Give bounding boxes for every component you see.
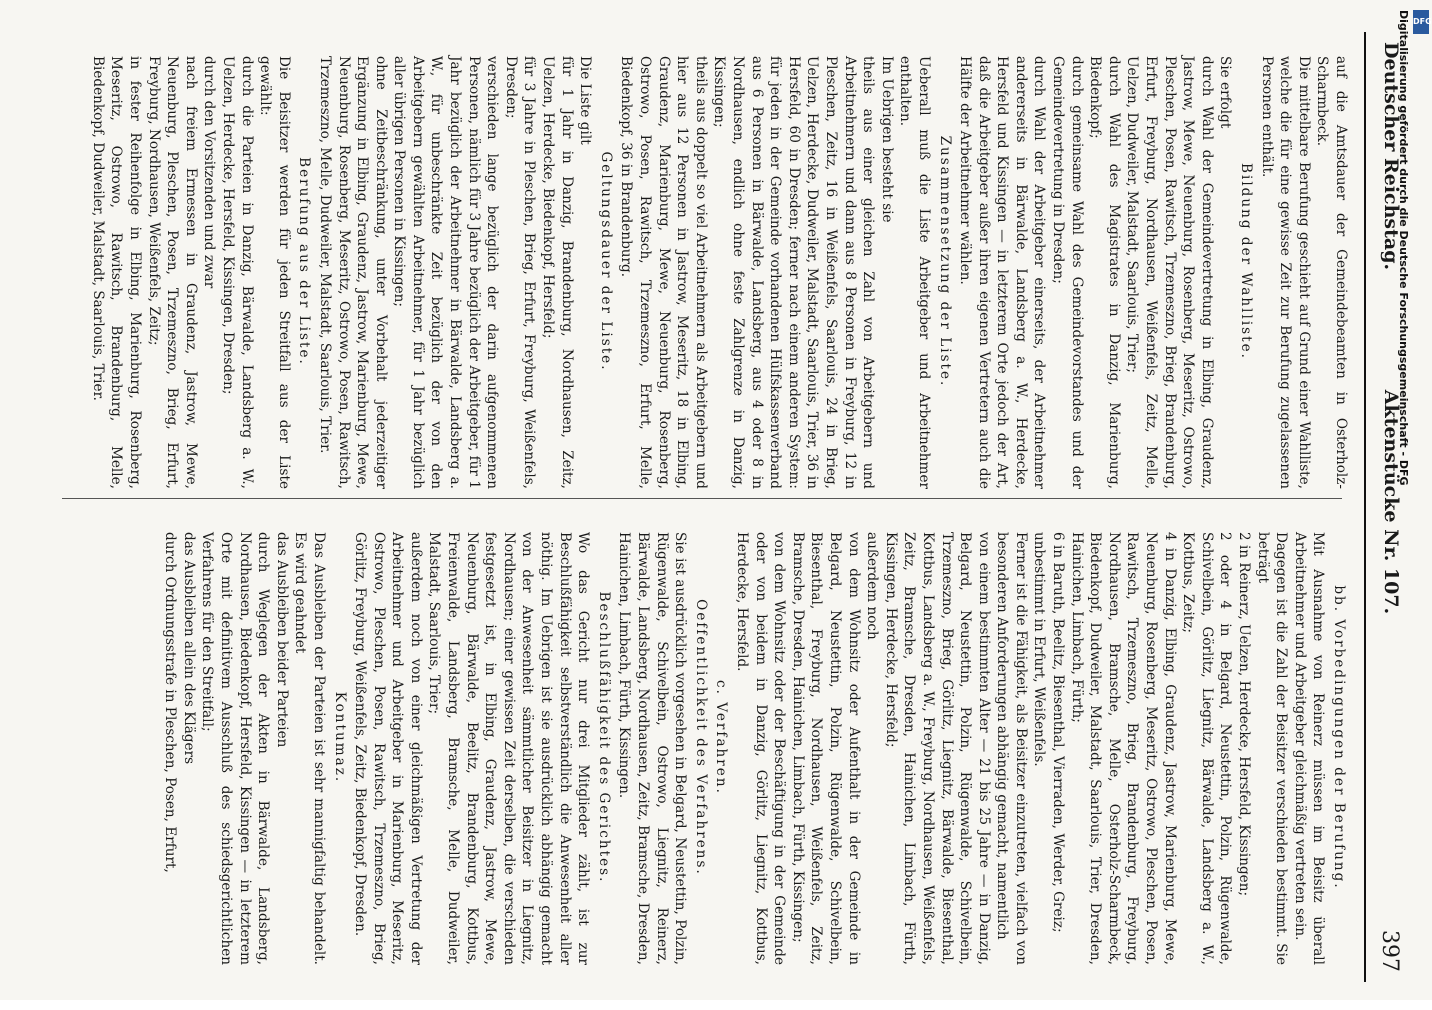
paragraph: Ueberall muß die Liste Arbeitgeber und Arbeitnehmer enthalten. bbox=[897, 56, 932, 489]
dfg-logo: DFG bbox=[1413, 10, 1429, 34]
paragraph: von dem Wohnsitz oder der Beschäftigung in der Gemeinde oder von beidem in Danzig, Görlitz, Liegnitz, Kottbus, Herdecke, Hersfeld. bbox=[734, 532, 788, 965]
section-heading: Bildung der Wahlliste. bbox=[1238, 163, 1255, 360]
paragraph: durch Wahl des Magistrates in Danzig, Marienburg, Biedenkopf; bbox=[1087, 56, 1122, 489]
section-heading: Kontumaz. bbox=[331, 691, 348, 784]
paragraph: von dem Wohnsitz oder Aufenthalt in der Gemeinde in Belgard, Neustettin, Polzin, Rügenwalde, Schivelbein, Biesenthal, Freyburg, Nordhausen, Weißenfels, Zeitz, Bramsche, Dresden, Hainichen, Limbach, Fürth, Kissingen; bbox=[789, 532, 862, 965]
paragraph: Die Beisitzer werden für jeden Streitfall aus der Liste gewählt: bbox=[257, 56, 292, 489]
paragraph: Sie ist ausdrücklich vorgesehen in Belgard, Neustettin, Polzin, Rügenwalde, Schivelbein, Ostrowo, Liegnitz, Reinerz, Bärwalde, Landsberg, Nordhausen, Zeitz, Bramsche, Dresden, Hainichen, Limbach, Fürth, Kissingen. bbox=[616, 532, 689, 965]
paragraph: in fester Reihenfolge in Elbing, Marienburg, Rosenberg, Meseritz, Ostrowo, Rawitsch, Brandenburg, Melle, Biedenkopf, Dudweiler, Malstadt, Saarlouis, Trier. bbox=[89, 56, 143, 489]
left-text-column bbox=[40, 34, 1350, 489]
paragraph: verschieden lange bezüglich der darin aufgenommenen Personen, nämlich für 3 Jahre bezüglich der Arbeitgeber, für 1 Jahr bezüglich der Arbeitnehmer in Bärwalde, Landsberg a. W., für unbeschränkte Zeit bezüglich der von den Arbeitgebern gewählten Arbeitnehmer, für 1 Jahr bezüglich aller übrigen Personen in Kissingen; bbox=[391, 56, 501, 489]
paragraph: durch Wahl der Gemeindevertretung in Elbing, Graudenz, Jastrow, Mewe, Neuenburg, Rosenberg, Meseritz, Ostrowo, Pleschen, Posen, Rawitsch, Trzemeszno, Brieg, Brandenburg, Erfurt, Freyburg, Nordhausen, Weißenfels, Zeitz, Melle, Uelzen, Dudweiler, Malstadt, Saarlouis, Trier; bbox=[1124, 56, 1215, 489]
running-head-center: Aktenstücke Nr. 107. bbox=[1380, 389, 1402, 615]
paragraph: Das Ausbleiben der Parteien ist sehr mannigfaltig behandelt. Es wird geahndet bbox=[292, 532, 327, 965]
section-heading: Oeffentlichkeit des Verfahrens. bbox=[692, 599, 709, 876]
paragraph: Die mittelbare Berufung geschieht auf Grund einer Wahlliste, welche die für eine gewisse Zeit zur Berufung zugelassenen Personen enthält. bbox=[1258, 56, 1312, 489]
paragraph: 2 in Reinerz, Uelzen, Herdecke, Hersfeld, Kissingen; bbox=[1236, 532, 1253, 897]
paragraph: Wo das Gericht nur drei Mitglieder zählt, ist zur Beschlußfähigkeit selbstverständlich die Anwesenheit aller nöthig. Im Uebrigen ist sie ausdrücklich abhängig gemacht von der Anwesenheit sämmtlicher Beisitzer in Liegnitz, Nordhausen; einer gewissen Zeit derselben, die verschieden festgesetzt ist, in Elbing, Graudenz, Jastrow, Mewe, Neuenburg, Bärwalde, Beelitz, Brandenburg, Kottbus, Freienwalde, Landsberg, Bramsche, Melle, Dudweiler, Malstadt, Saarlouis, Trier; bbox=[426, 532, 592, 965]
paragraph: außerdem noch bbox=[864, 532, 881, 640]
paragraph: durch Weglegen der Akten in Bärwalde, Landsberg, Nordhausen, Biedenkopf, Hersfeld, Kissingen — in letzterem Orte mit definitivem Ausschluß des schiedsgerichtlichen Verfahrens für den Streitfall; bbox=[199, 532, 272, 965]
header-rule bbox=[1364, 32, 1366, 982]
paragraph: für 3 Jahre in Pleschen, Brieg, Erfurt, Freyburg, Weißenfels, Dresden; bbox=[502, 56, 538, 489]
paragraph: das Ausbleiben allein des Klägers bbox=[180, 532, 197, 765]
column-divider bbox=[62, 498, 1342, 499]
paragraph: Dagegen ist die Zahl der Beisitzer verschieden bestimmt. Sie beträgt bbox=[1254, 532, 1290, 965]
paragraph: Die Liste gilt bbox=[577, 56, 594, 145]
paragraph: durch gemeinsame Wahl des Gemeindevorstandes und der Gemeindevertretung in Dresden; bbox=[1050, 56, 1085, 489]
paragraph: durch die Parteien in Danzig, Bärwalde, Landsberg a. W., Uelzen, Herdecke, Hersfeld, Kissingen, Dresden; bbox=[219, 56, 255, 489]
paragraph: durch den Vorsitzenden und zwar bbox=[201, 56, 218, 289]
paragraph: 6 in Baruth, Beelitz, Biesenthal, Vierraden, Werder, Greiz; bbox=[1050, 532, 1067, 933]
paragraph: nach freiem Ermessen in Graudenz, Jastrow, Mewe, Neuenburg, Pleschen, Posen, Trzemeszno, Brieg, Erfurt, Freyburg, Nordhausen, Weißenfels, Zeitz; bbox=[145, 56, 199, 489]
page-number: 397 bbox=[1377, 930, 1402, 972]
paragraph: von einem bestimmten Alter — 21 bis 25 Jahre — in Danzig, Belgard, Neustettin, Polzin, Rügenwalde, Schivelbein, Trzemeszno, Brieg, Görlitz, Liegnitz, Bärwalde, Biesenthal, Kottbus, Landsberg a. W., Freyburg, Nordhausen, Weißenfels, Zeitz, Bramsche, Dresden, Hainichen, Limbach, Fürth, Kissingen, Herdecke, Hersfeld; bbox=[882, 532, 992, 965]
paragraph: 4 in Danzig, Elbing, Graudenz, Jastrow, Marienburg, Mewe, Neuenburg, Rosenberg, Meseritz, Ostrowo, Pleschen, Posen, Rawitsch, Trzemeszno, Brieg, Brandenburg, Freyburg, Nordhausen, Bramsche, Melle, Osterholz-Scharmbeck, Biedenkopf, Dudweiler, Malstadt, Saarlouis, Trier, Dresden, Hainichen, Limbach, Fürth; bbox=[1068, 532, 1178, 965]
section-heading: Geltungsdauer der Liste. bbox=[597, 151, 614, 372]
paragraph: durch Ordnungsstrafe in Pleschen, Posen, Erfurt, bbox=[162, 532, 179, 873]
section-heading: Berufung aus der Liste. bbox=[296, 157, 313, 366]
paragraph: Mit Ausnahme von Reinerz müssen im Beisitz überall Arbeitnehmer und Arbeitgeber gleichmäßig vertreten sein. bbox=[1291, 532, 1327, 965]
paragraph: 2 oder 4 in Belgard, Neustettin, Polzin, Rügenwalde, Schivelbein, Görlitz, Liegnitz, Bärwalde, Landsberg a. W., Kottbus, Zeitz; bbox=[1180, 532, 1234, 965]
right-text-column bbox=[40, 510, 1350, 965]
rotated-document-page bbox=[30, 22, 1402, 982]
section-heading: Beschlußfähigkeit des Gerichtes. bbox=[595, 591, 612, 884]
section-heading: c. Verfahren. bbox=[713, 680, 730, 795]
digitization-credit: Digitalisierung gefördert durch die Deutsche Forschungsgemeinschaft - DFG bbox=[1397, 10, 1410, 486]
paragraph: Im Uebrigen besteht sie bbox=[878, 56, 895, 223]
section-heading: bb. Vorbedingungen der Berufung. bbox=[1331, 585, 1347, 890]
paragraph: auf die Amtsdauer der Gemeindebeamten in Osterholz-Scharmbeck. bbox=[1314, 56, 1349, 489]
section-heading: Zusammensetzung der Liste. bbox=[936, 135, 953, 388]
paragraph: Ferner ist die Fähigkeit, als Beisitzer einzutreten, vielfach von besonderen Anforderungen abhängig gemacht, namentlich bbox=[994, 532, 1029, 965]
paragraph: Sie erfolgt bbox=[1217, 56, 1234, 129]
paragraph: für 1 Jahr in Danzig, Brandenburg, Nordhausen, Zeitz, Uelzen, Herdecke, Biedenkopf, Hersfeld; bbox=[540, 56, 575, 489]
paragraph: unbestimmt in Erfurt, Weißenfels. bbox=[1031, 532, 1048, 767]
paragraph: das Ausbleiben beider Parteien bbox=[273, 532, 290, 748]
running-head-left: Deutscher Reichstag. bbox=[1380, 42, 1402, 271]
paragraph: durch Wahl der Arbeitgeber einerseits, der Arbeitnehmer andererseits in Bärwalde, Landsberg a. W., Herdecke, Hersfeld und Kissingen — in letzterem Orte jedoch der Art, daß die Arbeitgeber außer ihren eigenen Vertretern auch die Hälfte der Arbeitnehmer wählen. bbox=[957, 56, 1048, 489]
paragraph: ohne Zeitbeschränkung, unter Vorbehalt jederzeitiger Ergänzung in Elbing, Graudenz, Jastrow, Marienburg, Mewe, Neuenburg, Rosenberg, Meseritz, Ostrowo, Posen, Rawitsch, Trzemeszno, Melle, Dudweiler, Malstadt, Saarlouis, Trier. bbox=[316, 56, 389, 489]
paragraph: theils aus einer gleichen Zahl von Arbeitgebern und Arbeitnehmern und dann aus 8 Personen in Freyburg, 12 in Pleschen, Zeitz, 16 in Weißenfels, Saarlouis, 24 in Brieg, Uelzen, Herdecke, Dudweiler, Malstadt, Saarlouis, Trier, 36 in Hersfeld, 60 in Dresden; ferner nach einem anderen System: für jeden in der Gemeinde vorhandenen Hülfskassenverband aus 6 Personen in Bärwalde, Landsberg, aus 4 oder 8 in Nordhausen, endlich ohne feste Zahlgrenze in Danzig, Kissingen; bbox=[711, 56, 877, 489]
paragraph: theils aus doppelt so viel Arbeitnehmern als Arbeitgebern und hier aus 12 Personen in Jastrow, Meseritz, 18 in Elbing, Graudenz, Marienburg, Mewe, Neuenburg, Rosenberg, Ostrowo, Posen, Rawitsch, Trzemeszno, Erfurt, Melle, Biedenkopf, 36 in Brandenburg. bbox=[618, 56, 709, 489]
paragraph: außerdem noch von einer gleichmäßigen Vertretung der Arbeitnehmer und Arbeitgeber in Marienburg, Meseritz, Ostrowo, Pleschen, Posen, Rawitsch, Trzemeszno, Brieg, Görlitz, Freyburg, Weißenfels, Zeitz, Biedenkopf, Dresden. bbox=[352, 532, 424, 965]
